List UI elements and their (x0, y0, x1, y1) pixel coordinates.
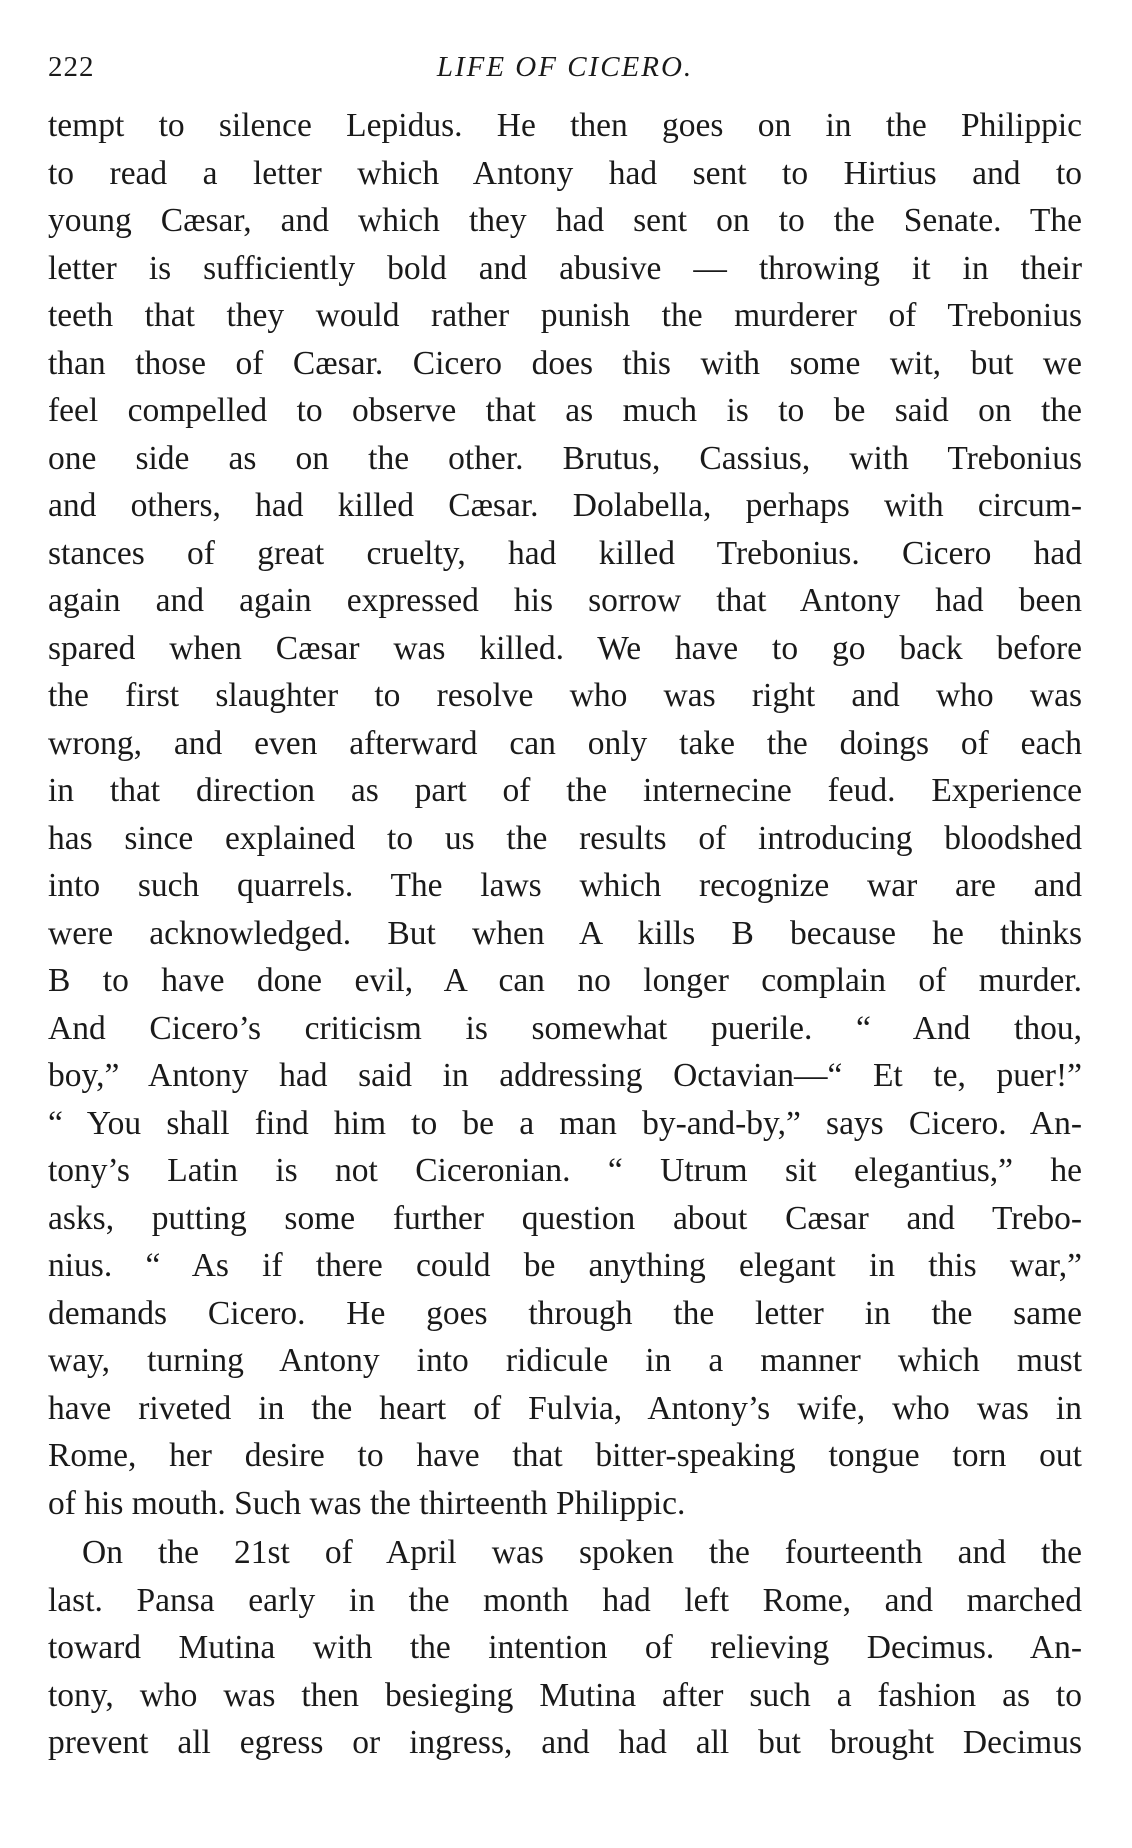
text-line: tony, who was then besieging Mutina after such a fashion as to (48, 1676, 1082, 1714)
text-line: tempt to silence Lepidus. He then goes on in the Philippic (48, 107, 1082, 144)
text-line: letter is sufficiently bold and abusive — throwing it in their (48, 249, 1082, 287)
paragraph (48, 1529, 1082, 1767)
text-line: demands Cicero. He goes through the letter in the same (48, 1294, 1082, 1332)
text-line: On the 21st of April was spoken the fourteenth and the (82, 1534, 1082, 1571)
text-line: wrong, and even afterward can only take the doings of each (48, 724, 1082, 762)
text-line: asks, putting some further question about Cæsar and Trebo- (48, 1199, 1082, 1237)
text-line: has since explained to us the results of introducing bloodshed (48, 819, 1082, 857)
text-line: Rome, her desire to have that bitter-speaking tongue torn out (48, 1437, 1082, 1474)
text-line: toward Mutina with the intention of relieving Decimus. An- (48, 1629, 1082, 1666)
text-line: and others, had killed Cæsar. Dolabella, perhaps with circum- (48, 487, 1082, 524)
body-text (48, 102, 1082, 1767)
text-line: young Cæsar, and which they had sent on to the Senate. The (48, 202, 1082, 239)
text-line: than those of Cæsar. Cicero does this with some wit, but we (48, 344, 1082, 382)
text-line: of his mouth. Such was the thirteenth Philippic. (48, 1484, 686, 1522)
text-line: last. Pansa early in the month had left Rome, and marched (48, 1581, 1082, 1619)
text-line: way, turning Antony into ridicule in a manner which must (48, 1342, 1082, 1379)
text-line: B to have done evil, A can no longer complain of murder. (48, 962, 1082, 999)
text-line: the first slaughter to resolve who was right and who was (48, 677, 1082, 714)
text-line: teeth that they would rather punish the murderer of Trebonius (48, 297, 1082, 334)
text-line: nius. “ As if there could be anything elegant in this war,” (48, 1247, 1082, 1284)
text-line: to read a letter which Antony had sent to Hirtius and to (48, 154, 1082, 192)
text-line: And Cicero’s criticism is somewhat puerile. “ And thou, (48, 1009, 1082, 1047)
running-title: LIFE OF CICERO. (436, 51, 694, 83)
text-line: were acknowledged. But when A kills B because he thinks (48, 914, 1082, 952)
text-line: spared when Cæsar was killed. We have to go back before (48, 629, 1082, 667)
text-line: into such quarrels. The laws which recognize war are and (48, 867, 1082, 904)
running-head (48, 46, 1082, 88)
book-page (48, 46, 1082, 1767)
text-line: in that direction as part of the internecine feud. Experience (48, 772, 1082, 809)
text-line: prevent all egress or ingress, and had all but brought Decimus (48, 1724, 1082, 1761)
text-line: have riveted in the heart of Fulvia, Antony’s wife, who was in (48, 1389, 1082, 1427)
paragraph (48, 102, 1082, 1527)
text-line: again and again expressed his sorrow that Antony had been (48, 582, 1082, 619)
text-line: one side as on the other. Brutus, Cassius, with Trebonius (48, 439, 1082, 477)
text-line: feel compelled to observe that as much is to be said on the (48, 392, 1082, 429)
text-line: tony’s Latin is not Ciceronian. “ Utrum sit elegantius,” he (48, 1152, 1082, 1189)
text-line: stances of great cruelty, had killed Trebonius. Cicero had (48, 534, 1082, 572)
text-line: “ You shall find him to be a man by-and-by,” says Cicero. An- (48, 1104, 1082, 1142)
text-line: boy,” Antony had said in addressing Octavian—“ Et te, puer!” (48, 1057, 1082, 1094)
page-number: 222 (48, 51, 95, 83)
